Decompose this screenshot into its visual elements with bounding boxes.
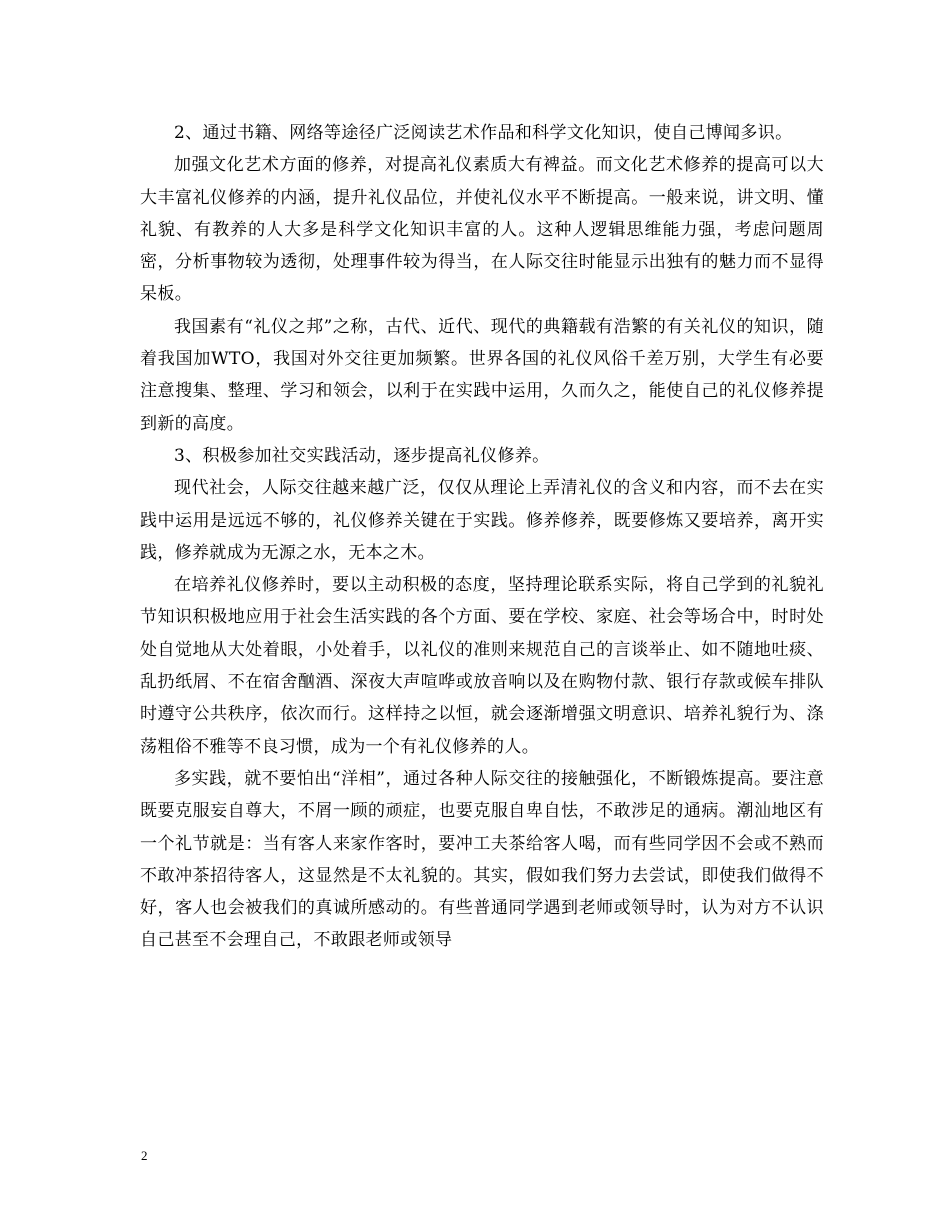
document-body [140,117,824,957]
paragraph-etiquette-tradition: 我国素有“礼仪之邦”之称，古代、近代、现代的典籍载有浩繁的有关礼仪的知识，随着我国加WTO，我国对外交往更加频繁。世界各国的礼仪风俗千差万别，大学生有必要注意搜集、整理、学习和领会，以利于在实践中运用，久而久之，能使自己的礼仪修养提到新的高度。 [140,316,824,434]
paragraph-cultural-cultivation: 加强文化艺术方面的修养，对提高礼仪素质大有裨益。而文化艺术修养的提高可以大大丰富礼仪修养的内涵，提升礼仪品位，并使礼仪水平不断提高。一般来说，讲文明、懂礼貌、有教养的人大多是科学文化知识丰富的人。这种人逻辑思维能力强，考虑问题周密，分析事物较为透彻，处理事件较为得当，在人际交往时能显示出独有的魅力而不显得呆板。 [140,155,824,305]
paragraph-more-practice: 多实践，就不要怕出“洋相”，通过各种人际交往的接触强化，不断锻炼提高。要注意既要克服妄自尊大，不屑一顾的顽症，也要克服自卑自怯，不敢涉足的通病。潮汕地区有一个礼节就是：当有客人来家作客时，要冲工夫茶给客人喝，而有些同学因不会或不熟而不敢冲茶招待客人，这显然是不太礼貌的。其实，假如我们努力去尝试，即使我们做得不好，客人也会被我们的真诚所感动的。有些普通同学遇到老师或领导时，认为对方不认识自己甚至不会理自己，不敢跟老师或领导 [140,768,824,951]
paragraph-practice-importance: 现代社会，人际交往越来越广泛，仅仅从理论上弄清礼仪的含义和内容，而不去在实践中运用是远远不够的，礼仪修养关键在于实践。修养修养，既要修炼又要培养，离开实践，修养就成为无源之水，无本之木。 [140,478,824,563]
paragraph-reading-method: 2、通过书籍、网络等途径广泛阅读艺术作品和科学文化知识，使自己博闻多识。 [174,123,793,143]
paragraph-social-practice-heading: 3、积极参加社交实践活动，逐步提高礼仪修养。 [174,445,550,466]
page-number: 2 [141,1148,148,1163]
paragraph-daily-conduct: 在培养礼仪修养时，要以主动积极的态度，坚持理论联系实际，将自己学到的礼貌礼节知识积极地应用于社会生活实践的各个方面、要在学校、家庭、社会等场合中，时时处处自觉地从大处着眼，小处着手，以礼仪的准则来规范自己的言谈举止、如不随地吐痰、乱扔纸屑、不在宿舍酗酒、深夜大声喧哗或放音响以及在购物付款、银行存款或候车排队时遵守公共秩序，依次而行。这样持之以恒，就会逐渐增强文明意识、培养礼貌行为、涤荡粗俗不雅等不良习惯，成为一个有礼仪修养的人。 [140,575,824,757]
